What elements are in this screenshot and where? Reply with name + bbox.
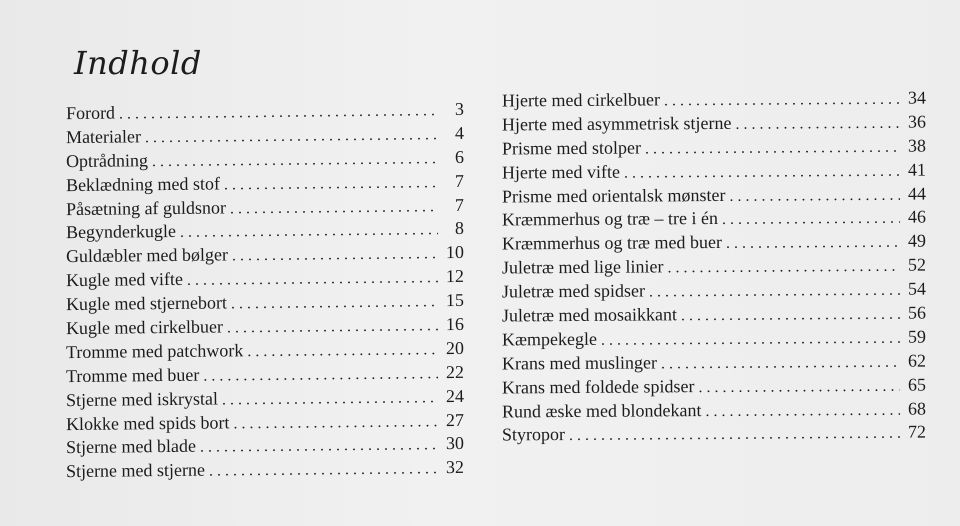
toc-entry: [66, 456, 464, 484]
dot-leader: [247, 338, 438, 364]
dot-leader: [601, 327, 900, 353]
toc-entry-title: Tromme med patchwork: [65, 340, 244, 362]
dot-leader: [227, 314, 438, 340]
toc-entry: [502, 87, 926, 114]
toc-entry-page-number: 62: [907, 350, 927, 371]
toc-entry-page-number: 22: [445, 361, 465, 382]
toc-right-column: [502, 88, 926, 446]
dot-leader: [203, 362, 438, 388]
toc-entry-page-number: 38: [907, 135, 927, 156]
toc-entry-page-number: 41: [907, 159, 927, 180]
toc-entry-page-number: 36: [907, 111, 927, 132]
dot-leader: [224, 171, 438, 197]
toc-entry: [66, 385, 464, 413]
dot-leader: [681, 303, 900, 328]
toc-entry-title: Optrådning: [65, 150, 149, 171]
toc-entry-page-number: 52: [907, 254, 927, 275]
toc-entry-page-number: 6: [454, 146, 465, 167]
dot-leader: [667, 255, 900, 281]
toc-entry: [502, 325, 926, 352]
toc-entry-title: Kugle med stjernebort: [65, 292, 228, 315]
toc-entry-title: Kæmpekegle: [501, 328, 598, 350]
toc-entry: [502, 182, 926, 209]
toc-entry-page-number: 16: [445, 313, 465, 335]
dot-leader: [729, 183, 900, 208]
toc-entry-title: Krans med muslinger: [501, 352, 658, 374]
toc-entry: [502, 230, 926, 257]
toc-entry-title: Materialer: [65, 126, 142, 147]
toc-entry-page-number: 34: [907, 87, 927, 108]
dot-leader: [722, 207, 900, 232]
toc-entry: [502, 397, 926, 424]
toc-entry: [502, 302, 926, 329]
toc-entry: [502, 421, 926, 448]
dot-leader: [649, 279, 900, 305]
toc-entry-title: Kræmmerhus og træ – tre i én: [501, 208, 719, 230]
toc-entry-title: Stjerne med blade: [65, 436, 197, 458]
toc-entry-page-number: 4: [454, 122, 465, 143]
dot-leader: [735, 112, 900, 137]
toc-entry-page-number: 27: [445, 409, 465, 430]
toc-entry-title: Juletræ med spidser: [501, 280, 646, 302]
toc-entry-page-number: 20: [445, 337, 465, 359]
toc-entry: [502, 134, 926, 161]
toc-entry-page-number: 46: [907, 206, 927, 228]
toc-entry-title: Stjerne med stjerne: [65, 459, 206, 482]
toc-entry-page-number: 44: [907, 183, 927, 204]
toc-entry-page-number: 12: [445, 266, 465, 287]
toc-entry-page-number: 65: [907, 374, 927, 395]
page-title: Indhold: [74, 44, 202, 82]
dot-leader: [624, 159, 900, 185]
toc-entry: [502, 373, 926, 400]
toc-entry-title: Krans med foldede spidser: [501, 375, 695, 398]
dot-leader: [664, 88, 900, 114]
toc-entry-title: Klokke med spids bort: [65, 411, 230, 434]
toc-entry-title: Hjerte med asymmetrisk stjerne: [501, 112, 732, 135]
dot-leader: [726, 231, 900, 256]
toc-entry-title: Stjerne med iskrystal: [65, 388, 219, 410]
toc-entry-title: Forord: [65, 102, 116, 124]
toc-entry-title: Tromme med buer: [65, 364, 200, 386]
toc-entry-page-number: 15: [445, 290, 465, 311]
toc-entry-page-number: 49: [907, 230, 927, 251]
toc-entry-page-number: 59: [907, 326, 927, 347]
toc-entry-title: Juletræ med lige linier: [501, 256, 664, 278]
toc-entry-title: Påsætning af guldsnor: [65, 196, 227, 219]
toc-entry-page-number: 30: [445, 433, 465, 454]
toc-entry-title: Kugle med cirkelbuer: [65, 316, 224, 339]
toc-entry-title: Juletræ med mosaikkant: [501, 304, 678, 326]
toc-entry-title: Begynderkugle: [65, 221, 177, 243]
toc-entry-page-number: 72: [907, 421, 927, 443]
toc-entry-page-number: 10: [445, 242, 465, 263]
toc-entry-page-number: 8: [454, 218, 465, 239]
toc-entry-title: Prisme med stolper: [501, 137, 642, 159]
dot-leader: [231, 290, 438, 316]
toc-entry-page-number: 3: [454, 98, 465, 120]
toc-entry-page-number: 56: [907, 302, 927, 323]
toc-entry: [502, 206, 926, 233]
toc-entry-title: Guldæbler med bølger: [65, 244, 229, 267]
toc-entry-page-number: 68: [907, 398, 927, 419]
toc-entry-title: Prisme med orientalsk mønster: [501, 184, 726, 207]
dot-leader: [569, 422, 900, 448]
toc-entry-title: Hjerte med cirkelbuer: [501, 89, 660, 111]
toc-entry-title: Kræmmerhus og træ med buer: [501, 232, 723, 254]
toc-entry-title: Rund æske med blondekant: [501, 399, 702, 422]
dot-leader: [661, 350, 900, 376]
toc-entry-title: Beklædning med stof: [65, 173, 221, 195]
toc-entry: [502, 254, 926, 281]
dot-leader: [645, 135, 900, 161]
toc-entry-page-number: 24: [445, 385, 465, 406]
toc-entry: [502, 158, 926, 185]
toc-entry-title: Hjerte med vifte: [501, 161, 621, 183]
toc-entry-title: Kugle med vifte: [65, 269, 184, 291]
dot-leader: [222, 386, 438, 412]
toc-entry-title: Styropor: [501, 424, 566, 445]
toc-entry: [502, 278, 926, 305]
toc-entry-page-number: 7: [454, 194, 465, 215]
toc-entry: [502, 349, 926, 376]
toc-entry-page-number: 7: [454, 170, 465, 191]
dot-leader: [698, 374, 900, 399]
toc-left-column: [66, 100, 464, 482]
toc-entry: [66, 170, 464, 198]
dot-leader: [209, 458, 438, 484]
toc-entry-page-number: 54: [907, 278, 927, 299]
dot-leader: [705, 398, 900, 423]
toc-entry-page-number: 32: [445, 457, 465, 478]
toc-entry: [502, 110, 926, 137]
